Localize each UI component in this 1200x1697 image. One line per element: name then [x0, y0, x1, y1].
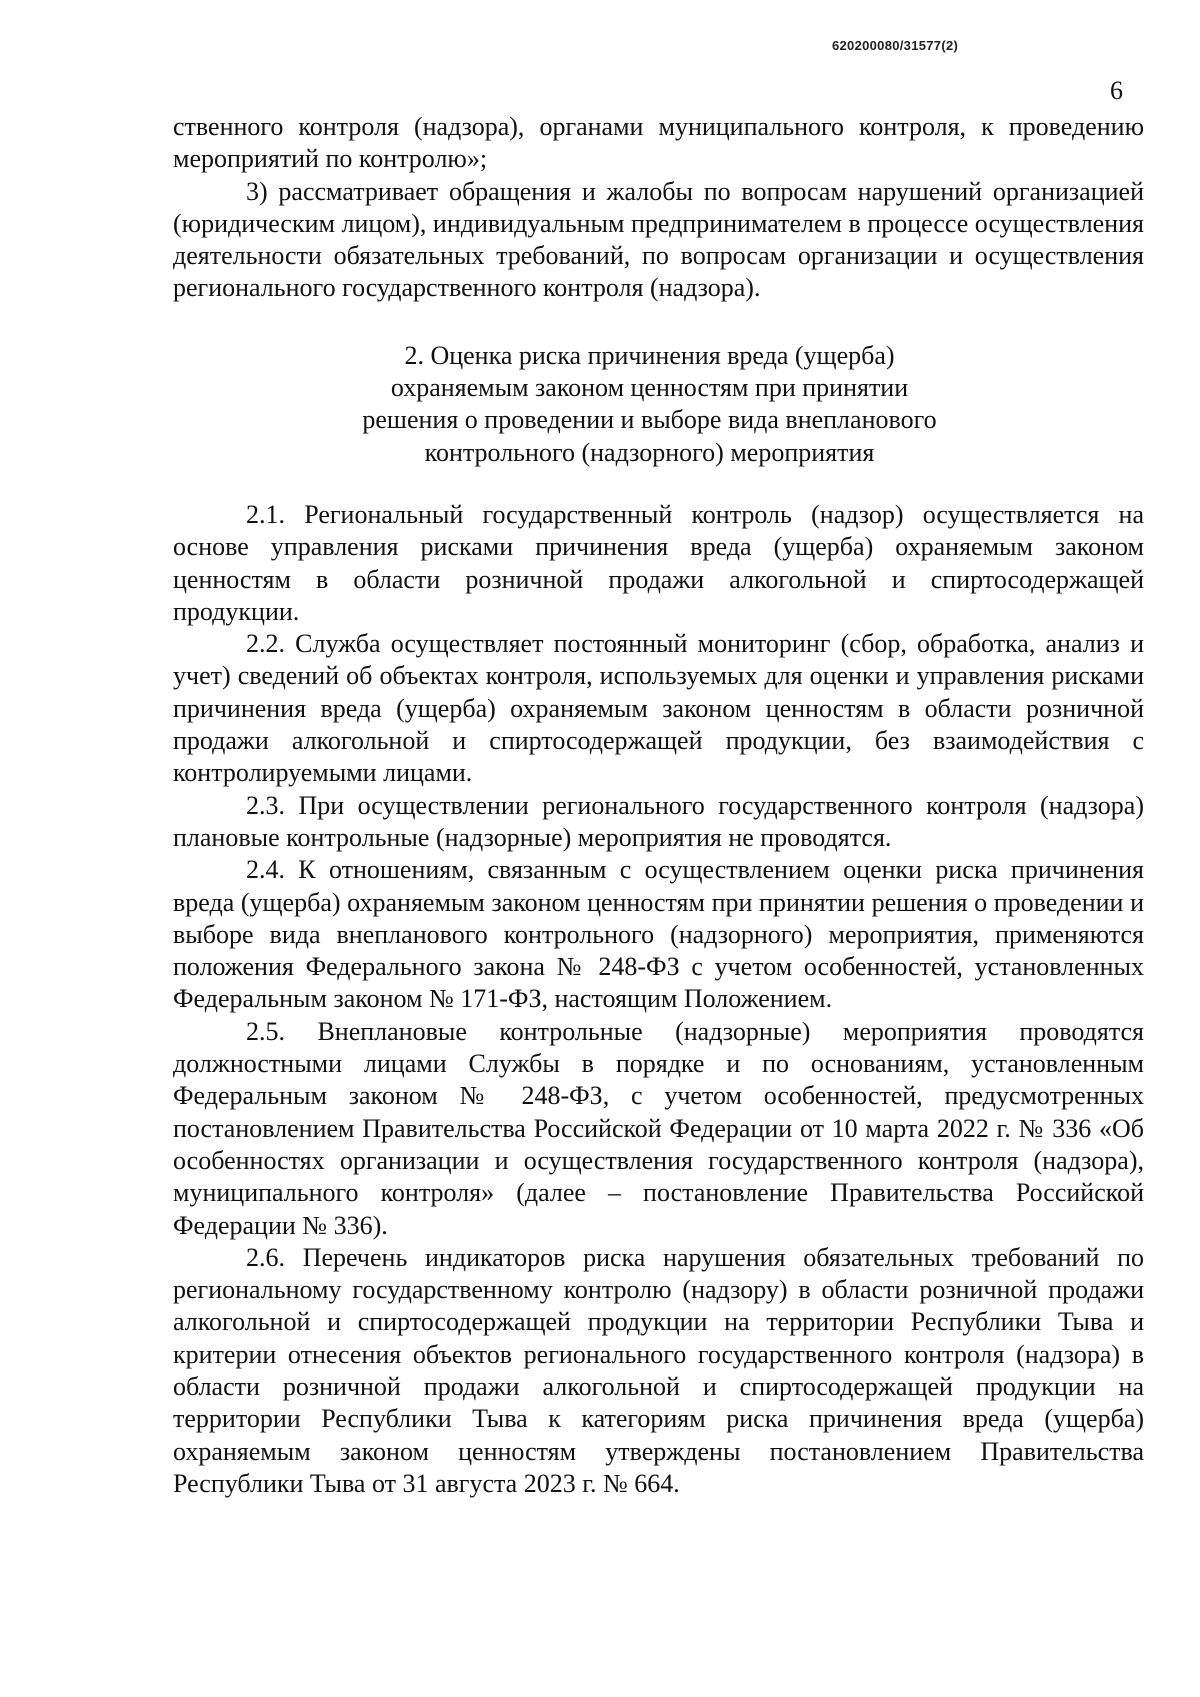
paragraph-2-6: 2.6. Перечень индикаторов риска нарушения обязательных требований по региональному государственному контролю (надзору) в области розничной продажи алкогольной и спиртосодержащей продукции на территории Республики Тыва и критерии отнесения объектов регионального государственного контроля (надзора) в области розничной продажи алкогольной и спиртосодержащей продукции на территории Республики Тыва к категориям риска причинения вреда (ущерба) охраняемым законом ценностям утверждены постановлением Правительства Республики Тыва от 31 августа 2023 г. № 664. [173, 1242, 1144, 1498]
section-heading-line: охраняемым законом ценностям при принятии [390, 373, 909, 403]
paragraph-2-1: 2.1. Региональный государственный контроль (надзор) осуществляется на основе управления рисками причинения вреда (ущерба) охраняемым законом ценностям в области розничной продажи алкогольной и спиртосодержащей продукции. [173, 499, 1144, 626]
paragraph-2-4: 2.4. К отношениям, связанным с осуществлением оценки риска причинения вреда (ущерба) охраняемым законом ценностям при принятии решения о проведении и выборе вида внепланового контрольного (надзорного) мероприятия, применяются положения Федерального закона № 248-ФЗ с учетом особенностей, установленных Федеральным законом № 171-ФЗ, настоящим Положением. [173, 855, 1144, 1014]
section-heading [173, 340, 1144, 469]
section-heading-line: контрольного (надзорного) мероприятия [424, 437, 875, 467]
page-number: 6 [1110, 76, 1123, 105]
paragraph-2-2: 2.2. Служба осуществляет постоянный мониторинг (сбор, обработка, анализ и учет) сведений об объектах контроля, используемых для оценки и управления рисками причинения вреда (ущерба) охраняемым законом ценностям в области розничной продажи алкогольной и спиртосодержащей продукции, без взаимодействия с контролируемыми лицами. [173, 629, 1144, 788]
section-heading-line: решения о проведении и выборе вида внепланового [362, 405, 937, 435]
section-heading-line: 2. Оценка риска причинения вреда (ущерба) [404, 340, 895, 370]
document-registration-code: 620200080/31577(2) [832, 38, 959, 53]
document-body [173, 111, 1144, 1500]
paragraph-2-3: 2.3. При осуществлении регионального государственного контроля (надзора) плановые контрольные (надзорные) мероприятия не проводятся. [173, 790, 1144, 852]
paragraph-item-3: 3) рассматривает обращения и жалобы по вопросам нарушений организацией (юридическим лицом), индивидуальным предпринимателем в процессе осуществления деятельности обязательных требований, по вопросам организации и осуществления регионального государственного контроля (надзора). [173, 176, 1144, 303]
paragraph-2-5: 2.5. Внеплановые контрольные (надзорные) мероприятия проводятся должностными лицами Службы в порядке и по основаниям, установленным Федеральным законом № 248-ФЗ, с учетом особенностей, предусмотренных постановлением Правительства Российской Федерации от 10 марта 2022 г. № 336 «Об особенностях организации и осуществления государственного контроля (надзора), муниципального контроля» (далее – постановление Правительства Российской Федерации № 336). [173, 1016, 1144, 1240]
paragraph-continuation: ственного контроля (надзора), органами муниципального контроля, к проведению мероприятий по контролю»; [173, 112, 1144, 174]
